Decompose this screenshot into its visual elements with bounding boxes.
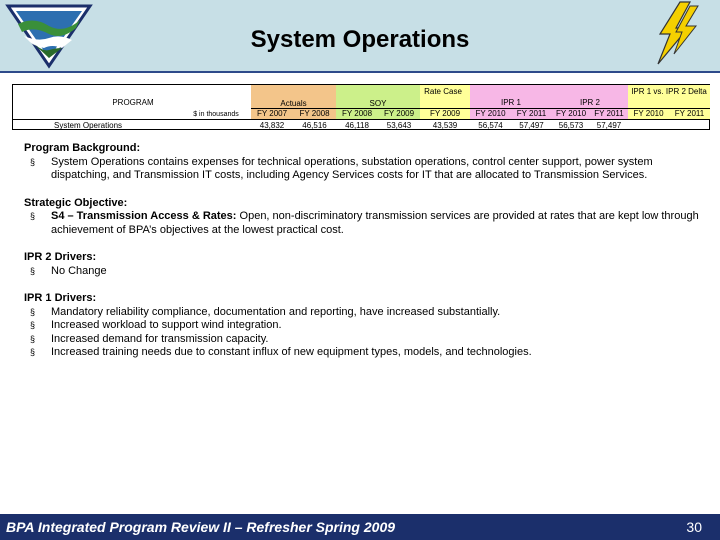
year-cell: FY 2007 [256, 109, 288, 118]
value-cell: 46,516 [302, 121, 327, 130]
page-number: 30 [686, 519, 702, 535]
soy-header: SOY [369, 99, 387, 108]
footer-text: BPA Integrated Program Review II – Refresher Spring 2009 [6, 519, 396, 535]
year-cell: FY 2010 [475, 109, 506, 118]
value-cell: 43,832 [259, 121, 285, 130]
year-cell: FY 2011 [516, 109, 547, 118]
section-heading: Program Background: [24, 142, 141, 154]
slide-title: System Operations [250, 26, 470, 53]
budget-table [12, 84, 710, 130]
bullet-item [24, 265, 704, 279]
header-rule [0, 71, 720, 73]
year-cell: FY 2010 [633, 109, 664, 118]
year-cell: FY 2009 [429, 109, 461, 118]
bullet-marker: § [30, 211, 36, 221]
bullet-text: Mandatory reliability compliance, documentation and reporting, have increased substantially. [51, 305, 501, 318]
bullet-item [24, 210, 704, 237]
bullet-marker: § [30, 306, 36, 317]
bullet-text: Increased training needs due to constant influx of new equipment types, models, and technologies. [51, 346, 532, 358]
bullet-item [24, 346, 704, 360]
bullet-text: System Operations contains expenses for technical operations, substation operations, control center support, power system dispatching, and Transmission IT costs, including Agency Services costs for IT that are allocated to Transmission Services. [51, 155, 653, 181]
value-cell: 53,643 [386, 121, 412, 130]
year-cell: FY 2011 [594, 109, 624, 118]
footer-bar [0, 514, 720, 540]
bullet-marker: § [30, 347, 36, 357]
bullet-item [24, 319, 704, 333]
year-cell: FY 2008 [299, 109, 330, 118]
year-cell: FY 2008 [341, 109, 373, 118]
bullet-bold: S4 – Transmission Access & Rates: [51, 210, 237, 222]
bullet-marker: § [30, 320, 36, 330]
units-label: $ in thousands [193, 111, 239, 118]
value-cell: 57,497 [596, 121, 622, 130]
bullet-text: No Change [51, 264, 107, 277]
bullet-item [24, 156, 704, 183]
bullet-item [24, 306, 704, 320]
section-heading: Strategic Objective: [24, 196, 128, 209]
value-cell: 46,118 [345, 121, 369, 130]
section-heading: IPR 2 Drivers: [24, 251, 97, 263]
ipr1-header: IPR 1 [500, 98, 521, 107]
value-cell: 57,497 [519, 121, 544, 130]
slide-body [24, 142, 704, 360]
bullet-text: Increased demand for transmission capacity. [51, 332, 269, 345]
delta-header: IPR 1 vs. IPR 2 Delta [631, 87, 707, 96]
value-cell: 56,574 [478, 121, 503, 130]
value-cell: 43,539 [432, 121, 458, 130]
bullet-marker: § [30, 333, 36, 344]
bullet-marker: § [30, 156, 36, 167]
section-heading: IPR 1 Drivers: [24, 292, 97, 304]
year-cell: FY 2011 [674, 109, 705, 118]
bullet-item [24, 333, 704, 347]
bullet-text: Increased workload to support wind integration. [51, 319, 282, 331]
bullet-text: Open, non-discriminatory transmission services are provided at rates that are kept low through achievement of BPA’s objectives at the lowest practical cost. [51, 210, 699, 236]
value-cell: 56,573 [558, 121, 584, 130]
year-cell: FY 2009 [383, 109, 415, 118]
rate-case-header: Rate Case [424, 87, 462, 96]
bullet-marker: § [30, 265, 36, 276]
row-divider [13, 119, 710, 120]
row-label: System Operations [53, 121, 123, 130]
ipr2-header: IPR 2 [579, 98, 600, 107]
program-label: PROGRAM [112, 98, 154, 107]
year-cell: FY 2010 [555, 109, 587, 118]
actuals-header: Actuals [280, 99, 307, 108]
